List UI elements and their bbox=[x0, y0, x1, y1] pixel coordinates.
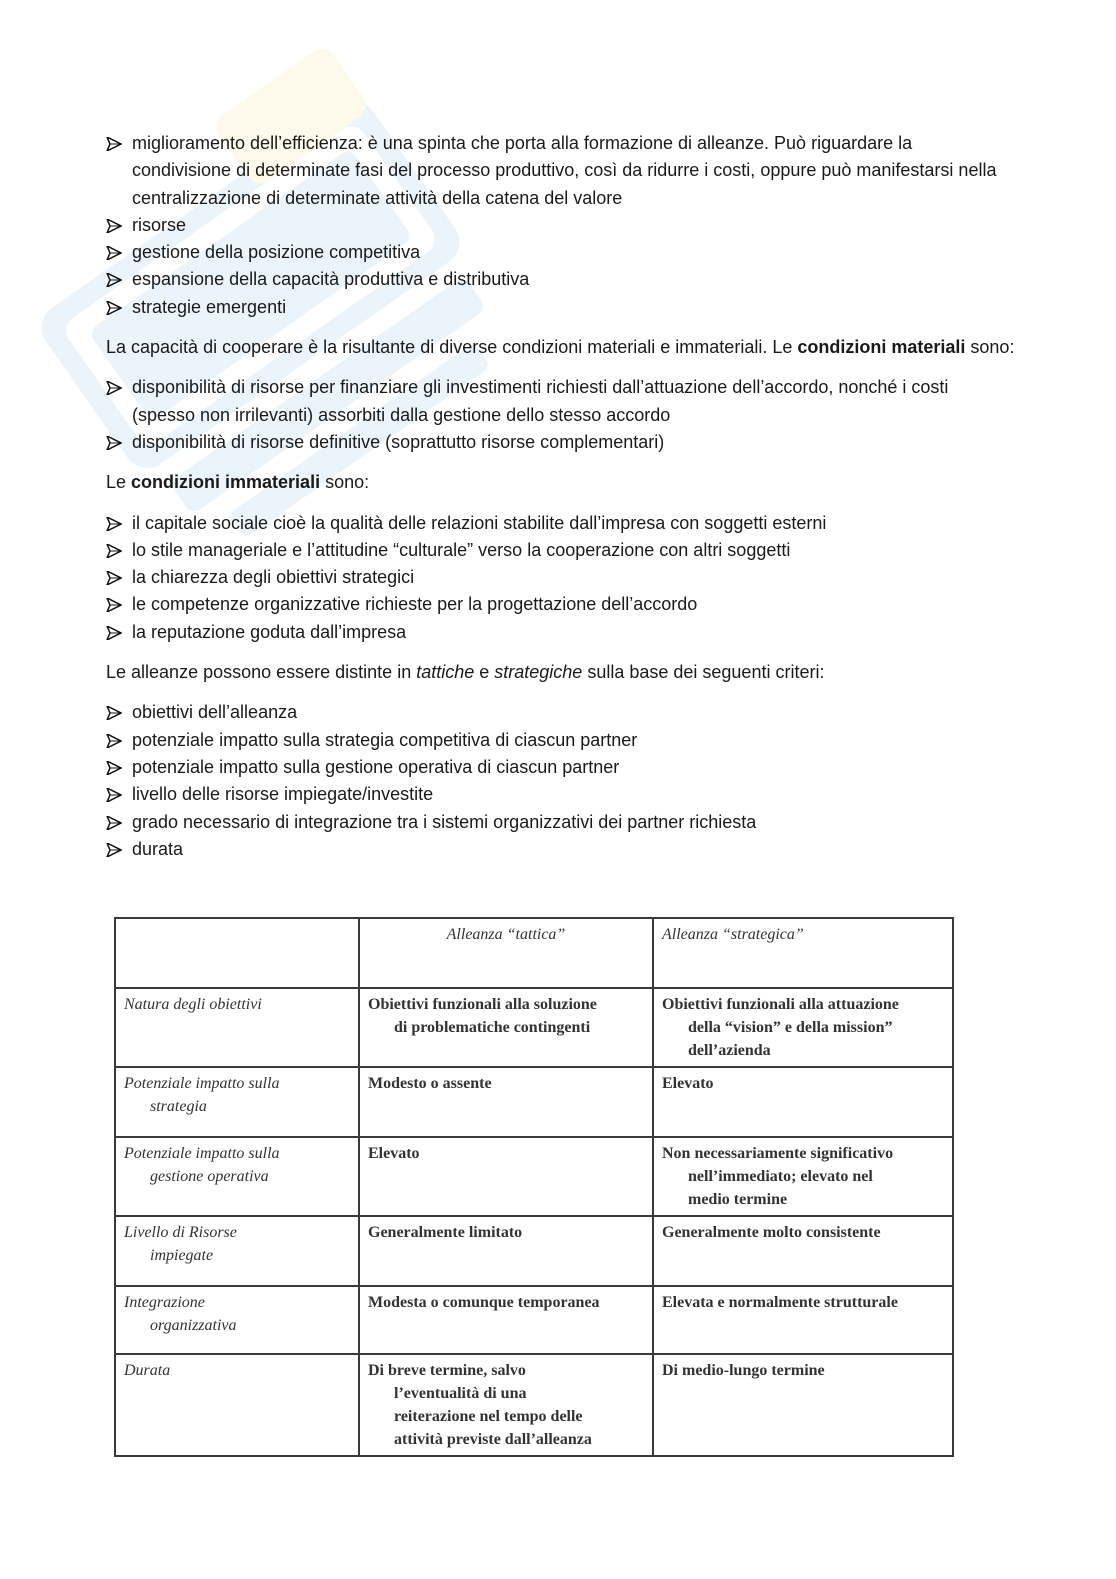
row-label: Integrazione organizzativa bbox=[115, 1286, 359, 1354]
arrow-bullet-icon bbox=[106, 273, 122, 287]
tactical-cell: Di breve termine, salvo l’eventualità di una reiterazione nel tempo delle attività previste dall’alleanza bbox=[359, 1354, 653, 1456]
table-row bbox=[115, 1216, 953, 1286]
row-label: Potenziale impatto sulla gestione operativa bbox=[115, 1137, 359, 1216]
strategic-cell: Generalmente molto consistente bbox=[653, 1216, 953, 1286]
tactical-cell: Generalmente limitato bbox=[359, 1216, 653, 1286]
row-label: Livello di Risorse impiegate bbox=[115, 1216, 359, 1286]
tactical-cell: Obiettivi funzionali alla soluzione di problematiche contingenti bbox=[359, 988, 653, 1067]
arrow-bullet-icon bbox=[106, 436, 122, 450]
arrow-bullet-icon bbox=[106, 706, 122, 720]
arrow-bullet-icon bbox=[106, 788, 122, 802]
tactical-cell: Elevato bbox=[359, 1137, 653, 1216]
table-row bbox=[115, 988, 953, 1067]
criteria-list bbox=[106, 699, 1016, 863]
strategic-cell: Elevato bbox=[653, 1067, 953, 1137]
arrow-bullet-icon bbox=[106, 598, 122, 612]
material-conditions-list bbox=[106, 374, 1016, 456]
list-item: potenziale impatto sulla strategia competitiva di ciascun partner bbox=[106, 727, 1016, 754]
strategic-cell: Elevata e normalmente strutturale bbox=[653, 1286, 953, 1354]
list-item: potenziale impatto sulla gestione operativa di ciascun partner bbox=[106, 754, 1016, 781]
list-item: disponibilità di risorse definitive (soprattutto risorse complementari) bbox=[106, 429, 1016, 456]
list-item: disponibilità di risorse per finanziare gli investimenti richiesti dall’attuazione dell’accordo, nonché i costi (spesso non irrilevanti) assorbiti dalla gestione dello stesso accordo bbox=[106, 374, 1016, 429]
arrow-bullet-icon bbox=[106, 544, 122, 558]
list-item: strategie emergenti bbox=[106, 294, 1016, 321]
list-item: durata bbox=[106, 836, 1016, 863]
table-header-row bbox=[115, 918, 953, 988]
list-item: le competenze organizzative richieste per la progettazione dell’accordo bbox=[106, 591, 1016, 618]
strategic-cell: Obiettivi funzionali alla attuazione della “vision” e della mission” dell’azienda bbox=[653, 988, 953, 1067]
row-label: Potenziale impatto sulla strategia bbox=[115, 1067, 359, 1137]
arrow-bullet-icon bbox=[106, 626, 122, 640]
list-item: gestione della posizione competitiva bbox=[106, 239, 1016, 266]
list-item: espansione della capacità produttiva e distributiva bbox=[106, 266, 1016, 293]
table-row bbox=[115, 1286, 953, 1354]
header-cell-strategic: Alleanza “strategica” bbox=[653, 918, 953, 988]
strategic-cell: Non necessariamente significativo nell’immediato; elevato nel medio termine bbox=[653, 1137, 953, 1216]
table-row bbox=[115, 1354, 953, 1456]
arrow-bullet-icon bbox=[106, 219, 122, 233]
arrow-bullet-icon bbox=[106, 816, 122, 830]
header-cell-empty bbox=[115, 918, 359, 988]
arrow-bullet-icon bbox=[106, 734, 122, 748]
arrow-bullet-icon bbox=[106, 761, 122, 775]
list-item: la chiarezza degli obiettivi strategici bbox=[106, 564, 1016, 591]
arrow-bullet-icon bbox=[106, 301, 122, 315]
tactical-cell: Modesta o comunque temporanea bbox=[359, 1286, 653, 1354]
arrow-bullet-icon bbox=[106, 571, 122, 585]
immaterial-conditions-list bbox=[106, 510, 1016, 646]
intro-list bbox=[106, 130, 1016, 321]
list-item: risorse bbox=[106, 212, 1016, 239]
paragraph-material-conditions: La capacità di cooperare è la risultante di diverse condizioni materiali e immateriali. Le condizioni materiali sono: bbox=[106, 337, 1015, 358]
arrow-bullet-icon bbox=[106, 246, 122, 260]
list-item: il capitale sociale cioè la qualità delle relazioni stabilite dall’impresa con soggetti esterni bbox=[106, 510, 1016, 537]
row-label: Natura degli obiettivi bbox=[115, 988, 359, 1067]
list-item: grado necessario di integrazione tra i sistemi organizzativi dei partner richiesta bbox=[106, 809, 1016, 836]
row-label: Durata bbox=[115, 1354, 359, 1456]
table-row bbox=[115, 1137, 953, 1216]
list-item: lo stile manageriale e l’attitudine “culturale” verso la cooperazione con altri soggetti bbox=[106, 537, 1016, 564]
list-item: obiettivi dell’alleanza bbox=[106, 699, 1016, 726]
list-item: la reputazione goduta dall’impresa bbox=[106, 619, 1016, 646]
list-item: livello delle risorse impiegate/investite bbox=[106, 781, 1016, 808]
document-body bbox=[106, 130, 1016, 863]
paragraph-immaterial-conditions: Le condizioni immateriali sono: bbox=[106, 472, 370, 493]
list-item: miglioramento dell’efficienza: è una spinta che porta alla formazione di alleanze. Può riguardare la condivisione di determinate fasi del processo produttivo, così da ridurre i costi, oppure può manifestarsi nella centralizzazione di determinate attività della catena del valore bbox=[106, 130, 1016, 212]
arrow-bullet-icon bbox=[106, 381, 122, 395]
header-cell-tactical: Alleanza “tattica” bbox=[359, 918, 653, 988]
paragraph-alliance-types: Le alleanze possono essere distinte in tattiche e strategiche sulla base dei seguenti criteri: bbox=[106, 662, 825, 683]
tactical-cell: Modesto o assente bbox=[359, 1067, 653, 1137]
arrow-bullet-icon bbox=[106, 137, 122, 151]
strategic-cell: Di medio-lungo termine bbox=[653, 1354, 953, 1456]
arrow-bullet-icon bbox=[106, 517, 122, 531]
table-row bbox=[115, 1067, 953, 1137]
alliance-comparison-table bbox=[114, 917, 954, 1457]
arrow-bullet-icon bbox=[106, 843, 122, 857]
